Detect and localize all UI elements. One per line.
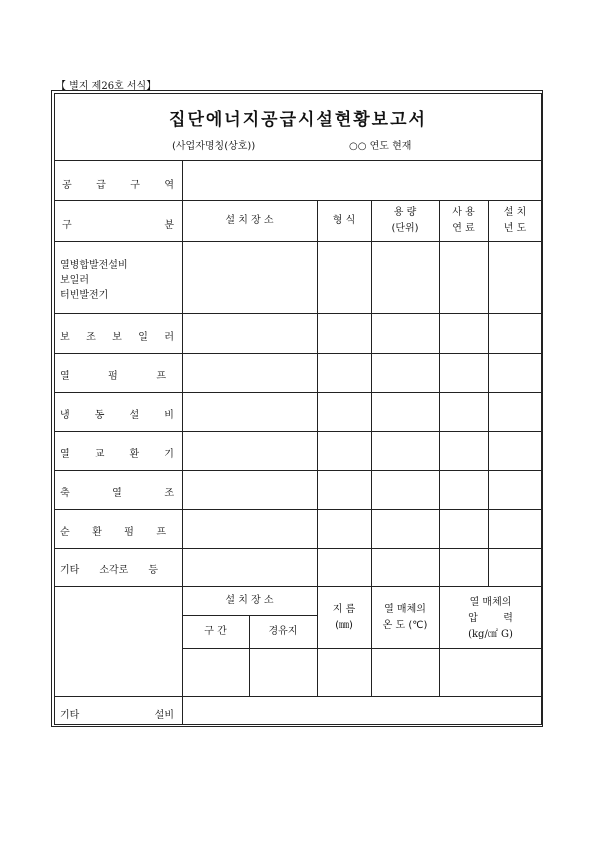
form-number-label: 【 별지 제26호 서식】 [56, 81, 157, 92]
header-type: 형 식 [332, 215, 356, 226]
form-title: 집단에너지공급시설현황보고서 [169, 110, 427, 130]
category-label: 구 분 [62, 220, 174, 231]
row-label-other-incinerator: 기타 소각로 등 [60, 565, 158, 576]
rule [182, 160, 183, 725]
pipe-header-via: 경유지 [268, 626, 298, 637]
rule [54, 200, 542, 201]
pipe-header-section: 구 간 [204, 626, 227, 637]
row-label-cogeneration: 열병합발전설비 보일러 터빈발전기 [60, 260, 128, 301]
rule [54, 241, 542, 242]
rule [54, 392, 542, 393]
supply-area-label: 공 급 구 역 [62, 180, 174, 191]
business-name-label: (사업자명칭(상호)) [172, 141, 256, 152]
header-fuel: 사 용 연 료 [452, 207, 475, 234]
other-facility-field[interactable] [183, 697, 541, 724]
supply-area-field[interactable] [183, 161, 541, 199]
row-label-refrigeration: 냉 동 설 비 [60, 410, 174, 421]
header-install-year: 설 치 년 도 [503, 207, 527, 234]
row-label-heat-storage: 축 열 조 [60, 488, 174, 499]
pipe-header-diameter: 지 름 (㎜) [332, 604, 356, 631]
year-label: ○○ 연도 현재 [349, 141, 412, 152]
pipe-header-install-location: 설 치 장 소 [225, 595, 274, 606]
rule [54, 431, 542, 432]
rule [54, 509, 542, 510]
rule [54, 313, 542, 314]
row-label-heat-exchanger: 열 교 환 기 [60, 449, 174, 460]
row-label-aux-boiler: 보 조 보 일 러 [60, 332, 174, 343]
rule [182, 648, 542, 649]
rule [54, 470, 542, 471]
pipe-header-medium-pressure: 열 매체의 압 력 (kg/㎠ G) [468, 597, 513, 640]
other-facility-label: 기타 설비 [60, 710, 174, 721]
header-capacity: 용 량 (단위) [391, 207, 419, 234]
rule [488, 200, 489, 586]
rule [54, 353, 542, 354]
row-label-heat-pump: 열 펌 프 [60, 371, 166, 382]
rule [54, 586, 542, 587]
header-install-location: 설 치 장 소 [225, 215, 274, 226]
pipe-header-medium-temp: 열 매체의 온 도 (℃) [382, 604, 428, 631]
row-label-circulation-pump: 순 환 펌 프 [60, 527, 166, 538]
rule [54, 548, 542, 549]
